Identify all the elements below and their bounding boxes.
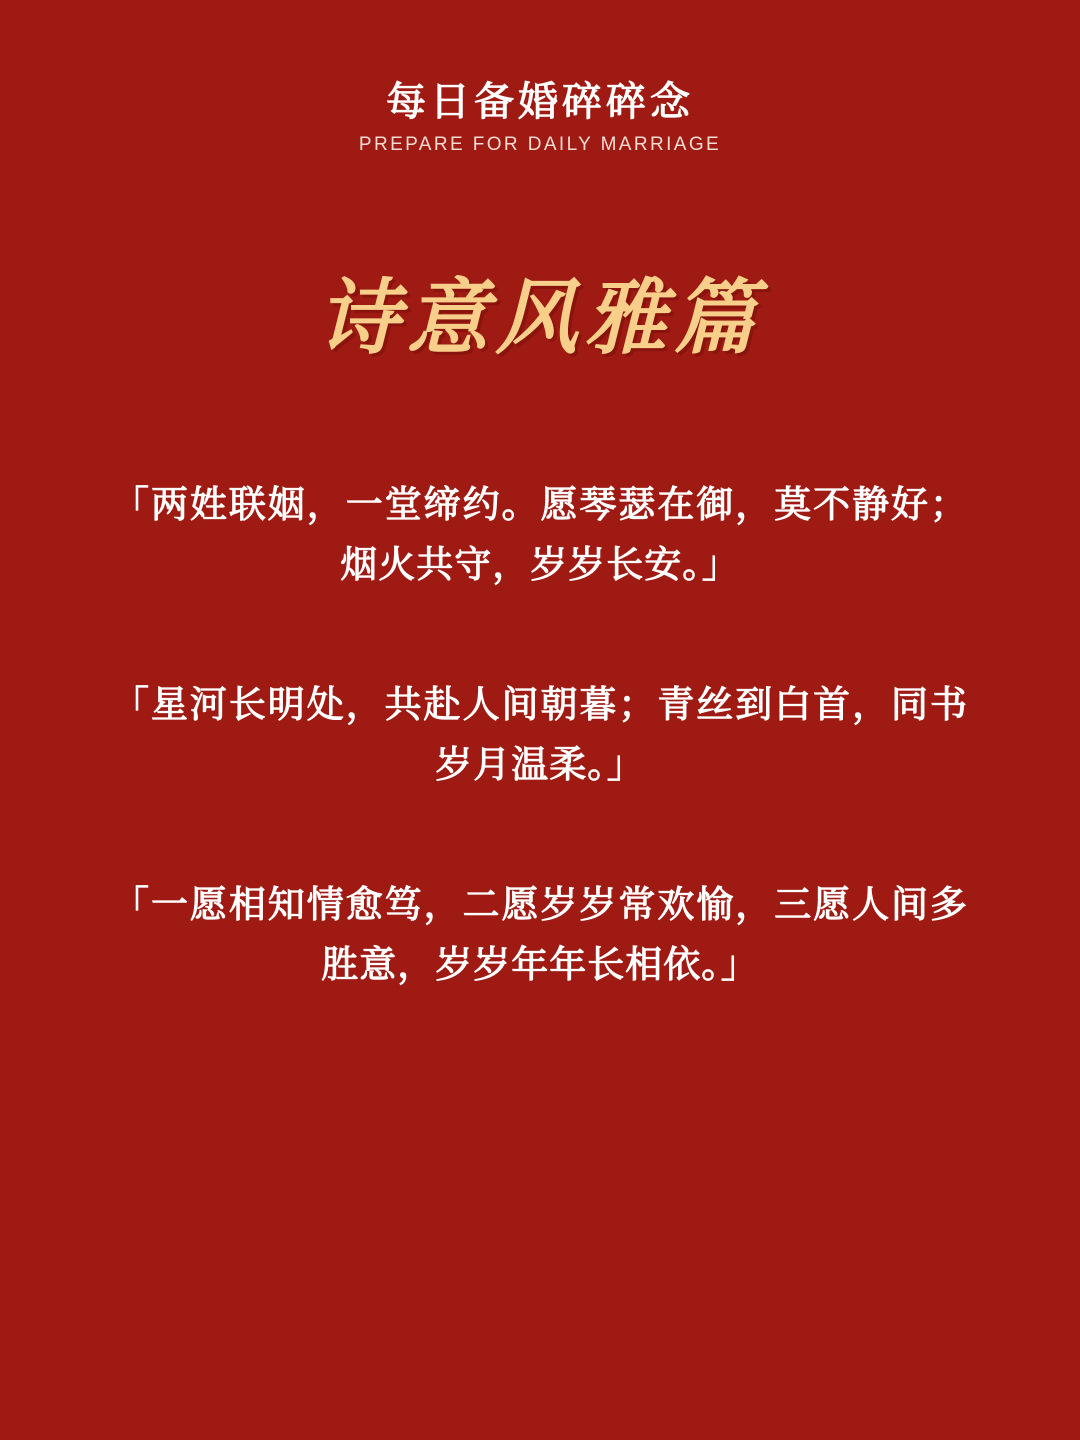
list-item: 「两姓联姻，一堂缔约。愿琴瑟在御，莫不静好；烟火共守，岁岁长安。」 <box>112 485 968 587</box>
quote-list <box>0 476 1080 996</box>
list-item: 「星河长明处，共赴人间朝暮；青丝到白首，同书岁月温柔。」 <box>112 685 968 786</box>
page-subtitle: PREPARE FOR DAILY MARRIAGE <box>358 134 722 155</box>
main-heading-container <box>0 274 1080 364</box>
page-title: 每日备婚碎碎念 <box>386 80 694 124</box>
section-heading: 诗意风雅篇 <box>317 273 763 364</box>
list-item: 「一愿相知情愈笃，二愿岁岁常欢愉，三愿人间多胜意，岁岁年年长相依。」 <box>112 884 968 986</box>
poster-header <box>0 0 1080 156</box>
